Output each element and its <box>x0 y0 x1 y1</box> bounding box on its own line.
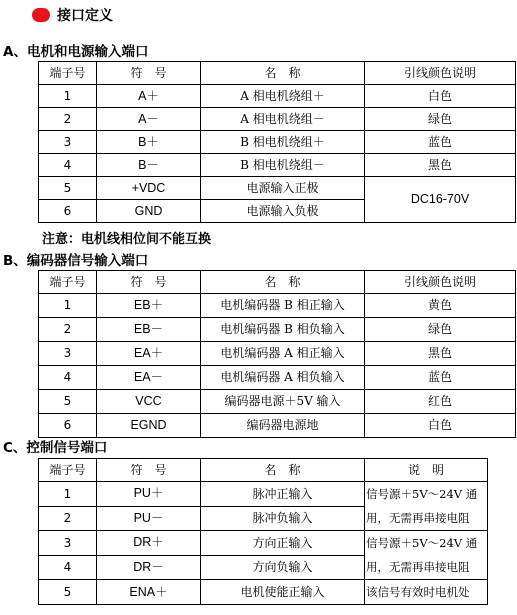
symbol: A＋ <box>97 85 201 108</box>
terminal-number: 5 <box>39 580 97 605</box>
symbol: EA＋ <box>97 342 201 366</box>
terminal-number: 3 <box>39 531 97 556</box>
encoder-table <box>38 270 516 438</box>
symbol: EA－ <box>97 366 201 390</box>
header-cell: 符 号 <box>97 459 201 482</box>
terminal-number: 4 <box>39 366 97 390</box>
signal-name: 电源输入负极 <box>201 200 365 223</box>
signal-name: 电机编码器 B 相正输入 <box>201 294 365 318</box>
terminal-number: 6 <box>39 414 97 438</box>
header-cell: 引线颜色说明 <box>365 62 516 85</box>
table-row <box>39 154 516 177</box>
symbol: DR－ <box>97 555 201 580</box>
terminal-number: 5 <box>39 390 97 414</box>
signal-name: 方向正输入 <box>201 531 365 556</box>
signal-name: 编码器电源地 <box>201 414 365 438</box>
terminal-number: 1 <box>39 482 97 507</box>
symbol: B－ <box>97 154 201 177</box>
table-header-row <box>39 271 516 294</box>
table-row <box>39 414 516 438</box>
wire-color: 黄色 <box>365 294 516 318</box>
page-title: 接口定义 <box>57 8 113 24</box>
table-row <box>39 580 488 605</box>
power-voltage-range: DC16-70V <box>365 177 516 223</box>
signal-name: A 相电机绕组－ <box>201 108 365 131</box>
table-row <box>39 177 516 200</box>
table-row <box>39 366 516 390</box>
table-row <box>39 294 516 318</box>
signal-name: 编码器电源＋5V 输入 <box>201 390 365 414</box>
symbol: ENA＋ <box>97 580 201 605</box>
header-cell: 端子号 <box>39 271 97 294</box>
symbol: A－ <box>97 108 201 131</box>
signal-name: 电机编码器 A 相正输入 <box>201 342 365 366</box>
wire-color: 蓝色 <box>365 366 516 390</box>
direction-description: 信号源＋5V～24V 通用，无需再串接电阻 <box>365 531 488 580</box>
terminal-number: 3 <box>39 131 97 154</box>
terminal-number: 3 <box>39 342 97 366</box>
table-row <box>39 108 516 131</box>
symbol: DR＋ <box>97 531 201 556</box>
table-row <box>39 531 488 556</box>
terminal-number: 2 <box>39 318 97 342</box>
signal-name: 电机编码器 B 相负输入 <box>201 318 365 342</box>
table-row <box>39 131 516 154</box>
signal-name: 电机编码器 A 相负输入 <box>201 366 365 390</box>
terminal-number: 1 <box>39 85 97 108</box>
table-header-row <box>39 62 516 85</box>
table-row <box>39 342 516 366</box>
signal-name: 方向负输入 <box>201 555 365 580</box>
signal-name: A 相电机绕组＋ <box>201 85 365 108</box>
symbol: EB－ <box>97 318 201 342</box>
header-cell: 符 号 <box>97 62 201 85</box>
header-cell: 端子号 <box>39 459 97 482</box>
header-cell: 说 明 <box>365 459 488 482</box>
symbol: PU＋ <box>97 482 201 507</box>
symbol: EB＋ <box>97 294 201 318</box>
terminal-number: 4 <box>39 555 97 580</box>
section-b-title: B、编码器信号输入端口 <box>3 253 149 269</box>
red-bullet-icon <box>32 8 50 22</box>
signal-name: B 相电机绕组－ <box>201 154 365 177</box>
table-header-row <box>39 459 488 482</box>
wire-color: 绿色 <box>365 318 516 342</box>
signal-name: B 相电机绕组＋ <box>201 131 365 154</box>
table-row <box>39 85 516 108</box>
terminal-number: 4 <box>39 154 97 177</box>
motor-power-table <box>38 61 516 223</box>
wire-color: 黑色 <box>365 342 516 366</box>
symbol: PU－ <box>97 506 201 531</box>
wire-color: 黑色 <box>365 154 516 177</box>
header-cell: 端子号 <box>39 62 97 85</box>
header-cell: 名 称 <box>201 459 365 482</box>
page-header <box>32 4 113 26</box>
symbol: VCC <box>97 390 201 414</box>
wire-color: 红色 <box>365 390 516 414</box>
control-signal-table <box>38 458 488 605</box>
symbol: B＋ <box>97 131 201 154</box>
wire-color: 白色 <box>365 414 516 438</box>
terminal-number: 2 <box>39 506 97 531</box>
wire-color: 白色 <box>365 85 516 108</box>
symbol: EGND <box>97 414 201 438</box>
header-cell: 名 称 <box>201 62 365 85</box>
signal-name: 电机使能正输入 <box>201 580 365 605</box>
phase-warning-note: 注意：电机线相位间不能互换 <box>42 232 212 247</box>
wire-color: 绿色 <box>365 108 516 131</box>
table-row <box>39 482 488 507</box>
header-cell: 符 号 <box>97 271 201 294</box>
table-row <box>39 390 516 414</box>
signal-name: 脉冲正输入 <box>201 482 365 507</box>
header-cell: 引线颜色说明 <box>365 271 516 294</box>
signal-name: 脉冲负输入 <box>201 506 365 531</box>
symbol: GND <box>97 200 201 223</box>
header-cell: 名 称 <box>201 271 365 294</box>
terminal-number: 6 <box>39 200 97 223</box>
signal-name: 电源输入正极 <box>201 177 365 200</box>
wire-color: 蓝色 <box>365 131 516 154</box>
pulse-description: 信号源＋5V～24V 通用，无需再串接电阻 <box>365 482 488 531</box>
section-a-title: A、电机和电源输入端口 <box>3 44 149 60</box>
terminal-number: 5 <box>39 177 97 200</box>
section-c-title: C、控制信号端口 <box>3 440 108 456</box>
symbol: +VDC <box>97 177 201 200</box>
terminal-number: 2 <box>39 108 97 131</box>
terminal-number: 1 <box>39 294 97 318</box>
enable-description: 该信号有效时电机处 <box>365 580 488 605</box>
table-row <box>39 318 516 342</box>
